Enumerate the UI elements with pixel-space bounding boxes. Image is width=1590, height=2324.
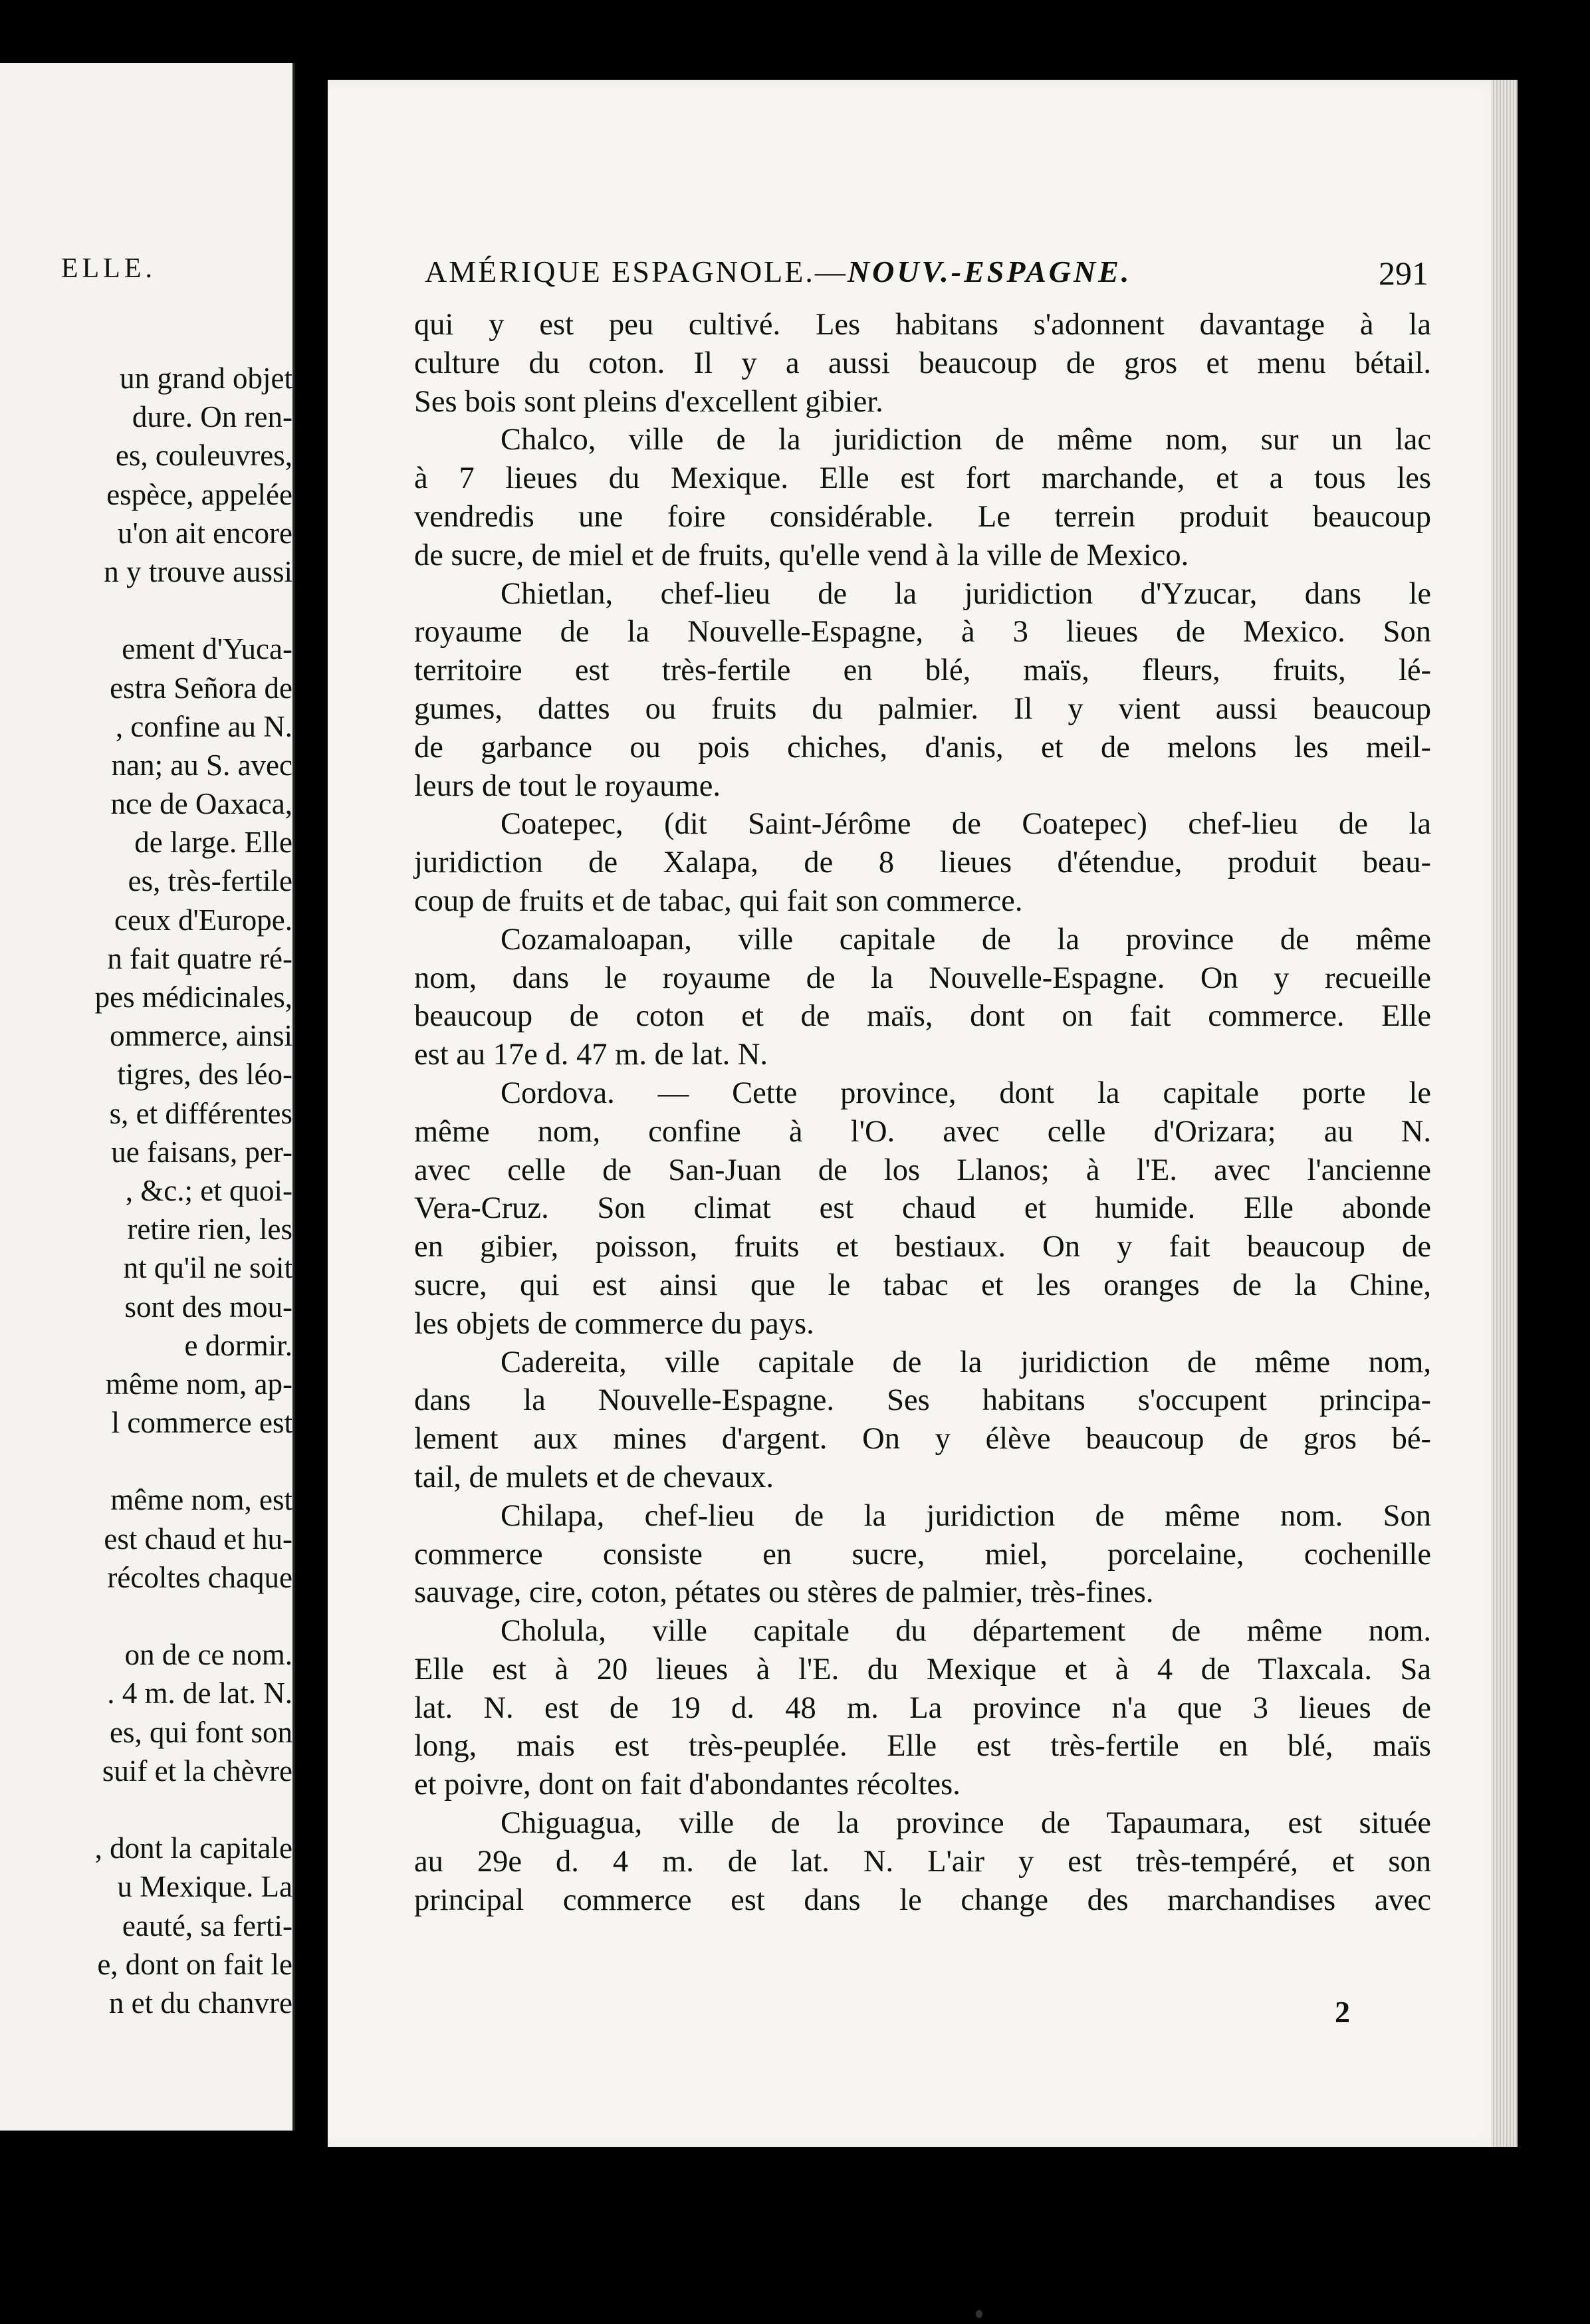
text-line: Chilapa, chef-lieu de la juridiction de même nom. Son [501,1498,1431,1533]
left-text-line: ue faisans, per- [111,1135,292,1169]
left-text-line: pes médicinales, [94,981,292,1014]
left-text-line: es, qui font son [110,1715,292,1749]
left-text-line: espèce, appelée [106,477,292,511]
text-line: territoire est très-fertile en blé, maïs, fleurs, fruits, lé- [414,653,1431,688]
text-line: de sucre, de miel et de fruits, qu'elle vend à la ville de Mexico. [414,538,1189,572]
left-text-line [0,1597,292,1635]
text-line: Chietlan, chef-lieu de la juridiction d'Yzucar, dans le [501,576,1431,611]
text-line: principal commerce est dans le change des marchandises avec [414,1883,1431,1917]
text-line: en gibier, poisson, fruits et bestiaux. On y fait beaucoup de [414,1230,1431,1264]
left-text-line: on de ce nom. [124,1638,292,1672]
text-line: Cordova. — Cette province, dont la capitale porte le [501,1076,1431,1110]
left-text-line: tigres, des léo- [117,1058,292,1092]
left-text-line: u'on ait encore [118,516,292,550]
left-text-line: eauté, sa ferti- [122,1909,292,1942]
header-subtitle: NOUV.-ESPAGNE. [847,255,1132,289]
left-text-line: l commerce est [111,1406,292,1440]
left-text-line: n y trouve aussi [104,554,292,588]
page-edge [1491,80,1518,2147]
right-page [328,80,1518,2147]
text-line: sucre, qui est ainsi que le tabac et les oranges de la Chine, [414,1268,1431,1302]
text-line: juridiction de Xalapa, de 8 lieues d'étendue, produit beau- [414,846,1431,880]
left-text-line: retire rien, les [127,1213,292,1246]
left-text-line: es, très-fertile [128,864,292,898]
text-line: coup de fruits et de tabac, qui fait son commerce. [414,883,1023,918]
text-line: Cadereita, ville capitale de la juridiction de même nom, [501,1345,1431,1379]
page-body-text [414,306,1431,1919]
left-text-line: même nom, est [110,1483,292,1517]
left-text-line: de large. Elle [134,826,292,860]
left-text-line [0,591,292,630]
left-running-header: ELLE. [60,253,156,284]
text-line: est au 17e d. 47 m. de lat. N. [414,1038,768,1072]
text-line: Vera-Cruz. Son climat est chaud et humide. Elle abonde [414,1191,1431,1226]
text-line: Cholula, ville capitale du département de même nom. [501,1614,1431,1649]
left-text-line: ommerce, ainsi [110,1019,292,1053]
left-text-line: nce de Oaxaca, [110,787,292,821]
text-line: Coatepec, (dit Saint-Jérôme de Coatepec) chef-lieu de la [501,807,1431,842]
page-number: 291 [1379,255,1428,292]
left-text-line: u Mexique. La [117,1870,292,1904]
text-line: Elle est à 20 lieues à l'E. du Mexique et à 4 de Tlaxcala. Sa [414,1652,1431,1686]
left-text-line: , &c.; et quoi- [125,1173,292,1207]
text-line: et poivre, dont on fait d'abondantes récoltes. [414,1768,961,1802]
header-title: AMÉRIQUE ESPAGNOLE.— [425,255,848,289]
left-text-line: même nom, ap- [105,1367,292,1401]
left-text-line: est chaud et hu- [104,1522,292,1556]
left-text-line: n et du chanvre [108,1986,292,2020]
left-text-line: n fait quatre ré- [107,941,292,975]
left-text-line: suif et la chèvre [102,1754,292,1788]
signature-mark: 2 [1335,1995,1350,2029]
left-text-line: . 4 m. de lat. N. [107,1677,292,1710]
left-text-line: , dont la capitale [94,1831,292,1865]
left-text-line: s, et différentes [109,1096,292,1130]
left-text-line: estra Señora de [110,671,292,705]
text-line: beaucoup de coton et de maïs, dont on fait commerce. Elle [414,999,1431,1034]
text-line: nom, dans le royaume de la Nouvelle-Espagne. On y recueille [414,961,1431,995]
left-text-line: ement d'Yuca- [122,632,292,666]
running-header [425,254,1428,296]
text-line: sauvage, cire, coton, pétates ou stères de palmier, très-fines. [414,1575,1154,1610]
text-line: leurs de tout le royaume. [414,768,721,803]
left-text-line: dure. On ren- [132,400,292,434]
left-text-line: e dormir. [184,1328,292,1362]
left-text-line [0,1790,292,1829]
text-line: avec celle de San-Juan de los Llanos; à l'E. avec l'ancienne [414,1153,1431,1187]
text-line: les objets de commerce du pays. [414,1306,814,1341]
left-text-line: e, dont on fait le [97,1947,292,1981]
text-line: qui y est peu cultivé. Les habitans s'adonnent davantage à la [414,308,1431,342]
text-line: Cozamaloapan, ville capitale de la province de même [501,922,1431,957]
text-line: de garbance ou pois chiches, d'anis, et de melons les meil- [414,730,1431,764]
left-text-line: récoltes chaque [107,1560,292,1594]
text-line: tail, de mulets et de chevaux. [414,1460,774,1494]
text-line: même nom, confine à l'O. avec celle d'Orizara; au N. [414,1114,1431,1149]
text-line: Chalco, ville de la juridiction de même nom, sur un lac [501,423,1431,457]
text-line: commerce consiste en sucre, miel, porcelaine, cochenille [414,1537,1431,1571]
left-text-line: nt qu'il ne soit [123,1251,292,1285]
left-page-text [0,359,292,2022]
text-line: au 29e d. 4 m. de lat. N. L'air y est très-tempéré, et son [414,1844,1431,1879]
text-line: vendredis une foire considérable. Le terrein produit beaucoup [414,499,1431,534]
left-page [0,63,295,2131]
left-text-line: es, couleuvres, [115,439,292,473]
left-text-line: un grand objet [120,362,292,395]
left-text-line [0,1442,292,1480]
text-line: royaume de la Nouvelle-Espagne, à 3 lieues de Mexico. Son [414,615,1431,649]
print-speck [976,2310,982,2318]
left-text-line: , confine au N. [115,709,292,743]
left-text-line: ceux d'Europe. [114,903,292,937]
text-line: lement aux mines d'argent. On y élève beaucoup de gros bé- [414,1422,1431,1456]
left-text-line: sont des mou- [124,1290,292,1324]
text-line: Chiguagua, ville de la province de Tapaumara, est située [501,1806,1431,1841]
left-text-line: nan; au S. avec [111,748,292,782]
text-line: lat. N. est de 19 d. 48 m. La province n'a que 3 lieues de [414,1690,1431,1725]
text-line: dans la Nouvelle-Espagne. Ses habitans s'occupent principa- [414,1383,1431,1418]
text-line: long, mais est très-peuplée. Elle est très-fertile en blé, maïs [414,1729,1431,1764]
text-line: culture du coton. Il y a aussi beaucoup de gros et menu bétail. [414,346,1431,380]
text-line: Ses bois sont pleins d'excellent gibier. [414,384,883,419]
text-line: gumes, dattes ou fruits du palmier. Il y vient aussi beaucoup [414,691,1431,726]
text-line: à 7 lieues du Mexique. Elle est fort marchande, et a tous les [414,461,1431,496]
